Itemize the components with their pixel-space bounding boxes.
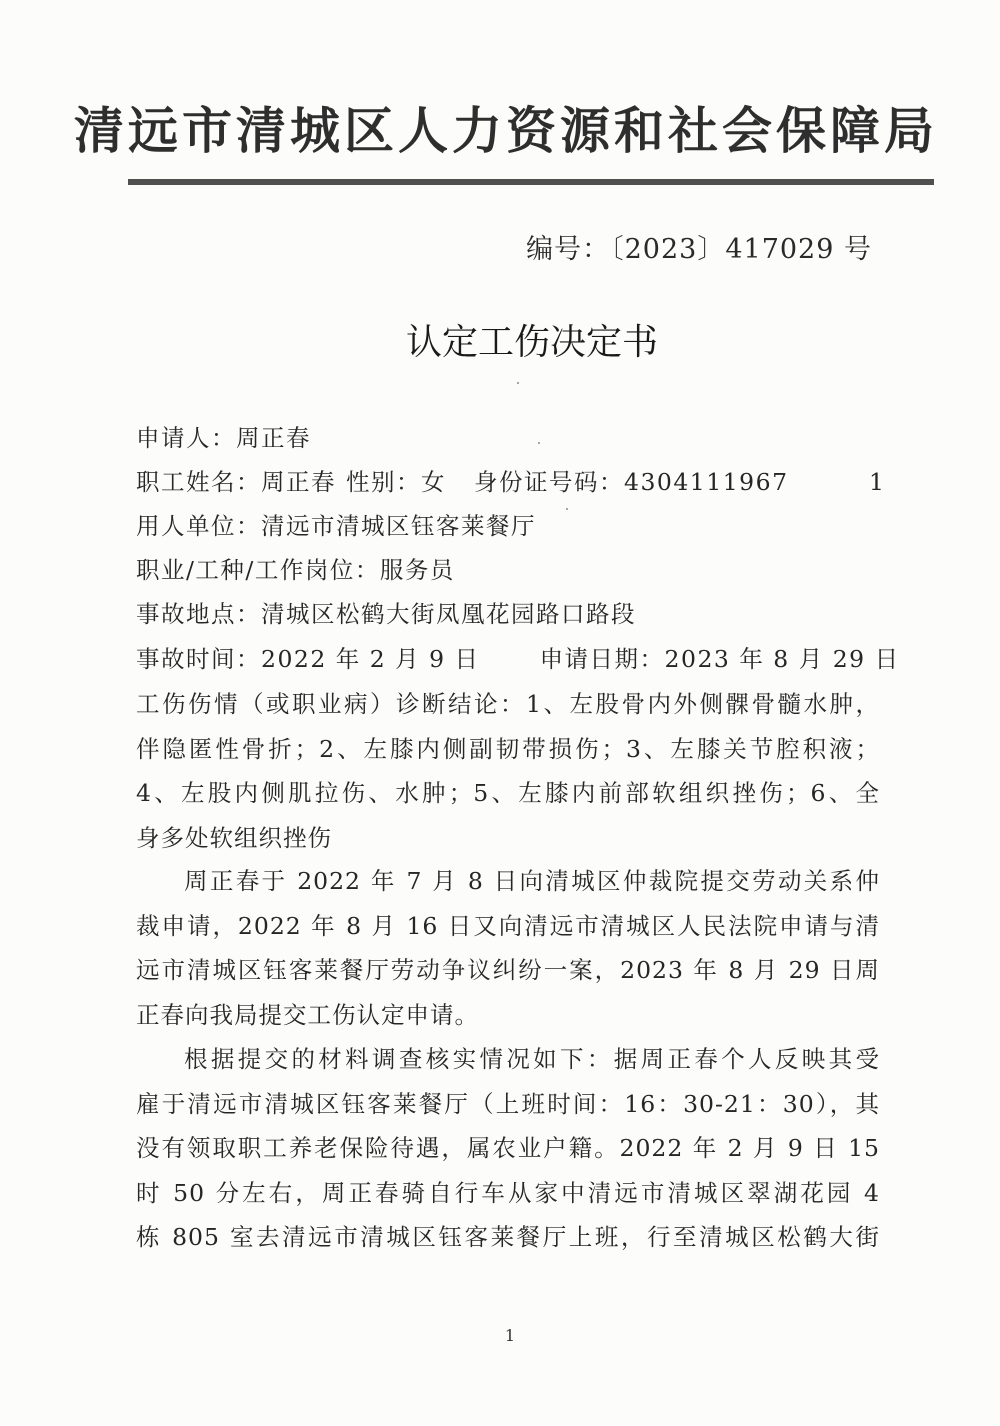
employer-field: 用人单位：清远市清城区钰客莱餐厅 [136,512,536,540]
paragraph-line: 栋 805 室去清远市清城区钰客莱餐厅上班，行至清城区松鹤大街 [136,1223,880,1251]
paragraph-investigation [136,1037,880,1260]
worker-name-field: 职工姓名：周正春 [136,468,336,496]
date-row [136,637,900,681]
diagnosis-line: 身多处软组织挫伤 [136,823,332,852]
gender-field: 性别：女 [346,468,446,496]
id-number-field: 身份证号码：4304111967 [474,468,789,496]
paragraph-arbitration [136,859,880,1037]
page-number: 1 [504,1326,516,1345]
paragraph-line: 正春向我局提交工伤认定申请。 [136,1000,479,1029]
letterhead-rule [128,179,934,185]
paragraph-line: 雇于清远市清城区钰客莱餐厅（上班时间：16：30-21：30），其 [136,1089,880,1118]
diagnosis-line: 伴隐匿性骨折；2、左膝内侧副韧带损伤；3、左膝关节腔积液； [136,734,880,763]
id-number-trailing-digit: 1 [869,468,884,496]
document-title: 认定工伤决定书 [405,322,658,363]
accident-place-field: 事故地点：清城区松鹤大街凤凰花园路口路段 [136,600,636,628]
paragraph-line: 远市清城区钰客莱餐厅劳动争议纠纷一案，2023 年 8 月 29 日周 [136,956,880,984]
application-date-field: 申请日期：2023 年 8 月 29 日 [539,645,900,673]
scan-speck [538,442,540,444]
diagnosis-line: 4、左股内侧肌拉伤、水肿；5、左膝内前部软组织挫伤；6、全 [136,779,880,807]
applicant-field: 申请人：周正春 [136,424,311,452]
paragraph-line: 周正春于 2022 年 7 月 8 日向清城区仲裁院提交劳动关系仲 [184,867,880,895]
diagnosis-line: 工伤伤情（或职业病）诊断结论：1、左股骨内外侧髁骨髓水肿， [136,690,880,718]
occupation-field: 职业/工种/工作岗位：服务员 [136,556,455,584]
diagnosis-section [136,682,880,860]
document-number: 编号：〔2023〕417029 号 [526,234,872,265]
scan-speck [566,508,568,510]
paragraph-line: 根据提交的材料调查核实情况如下：据周正春个人反映其受 [184,1045,880,1073]
scan-speck [517,382,519,384]
paragraph-line: 裁申请，2022 年 8 月 16 日又向清远市清城区人民法院申请与清 [136,911,880,940]
worker-info-row [136,460,789,504]
accident-time-field: 事故时间：2022 年 2 月 9 日 [136,645,480,673]
paragraph-line: 没有领取职工养老保险待遇，属农业户籍。2022 年 2 月 9 日 15 [136,1134,880,1162]
paragraph-line: 时 50 分左右，周正春骑自行车从家中清远市清城区翠湖花园 4 [136,1178,880,1207]
agency-letterhead: 清远市清城区人力资源和社会保障局 [74,101,938,160]
